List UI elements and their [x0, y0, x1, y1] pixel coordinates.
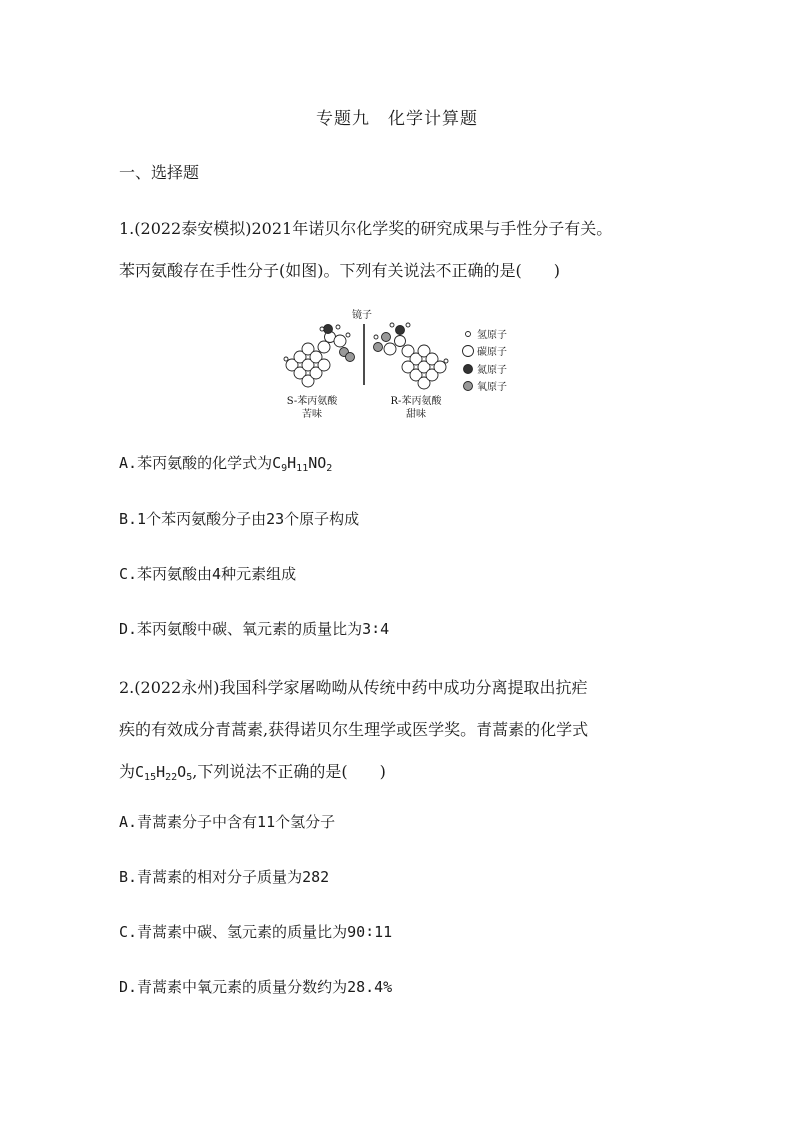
q1-option-d: D.苯丙氨酸中碳、氧元素的质量比为3∶4: [119, 620, 390, 638]
artemisinin-formula: $C_{15}H_{22}O_5$: [135, 763, 193, 783]
q1-option-c: C.苯丙氨酸由4种元素组成: [119, 565, 297, 583]
question-2-line-2: 疾的有效成分青蒿素,获得诺贝尔生理学或医学奖。青蒿素的化学式: [119, 720, 589, 739]
oxygen-atom-icon: [464, 382, 473, 391]
legend-oxygen: 氧原子: [477, 382, 507, 393]
question-2-line-1: 2.(2022永州)我国科学家屠呦呦从传统中药中成功分离提取出抗疟: [119, 678, 588, 697]
legend-nitrogen: 氮原子: [477, 365, 507, 376]
section-heading: 一、选择题: [119, 163, 200, 182]
legend-carbon: 碳原子: [477, 347, 507, 358]
q1-option-a: A.苯丙氨酸的化学式为$C_9H_{11}NO_2$: [119, 454, 333, 474]
s-molecule: [284, 325, 355, 388]
question-2-line-3: 为$C_{15}H_{22}O_5$,下列说法不正确的是( ): [119, 762, 386, 783]
q2-option-a: A.青蒿素分子中含有11个氢分子: [119, 813, 336, 831]
title-topic: 专题九: [316, 109, 370, 129]
r-molecule: [374, 323, 449, 389]
q2-option-d: D.青蒿素中氧元素的质量分数约为28.4%: [119, 978, 393, 996]
atom-legend: [463, 328, 508, 393]
nitrogen-atom-icon: [464, 365, 473, 374]
s-molecule-name: S-苯丙氨酸: [286, 396, 338, 407]
carbon-atom-icon: [463, 346, 474, 357]
page-title: [0, 104, 794, 129]
q2-option-c: C.青蒿素中碳、氢元素的质量比为90∶11: [119, 923, 393, 941]
r-molecule-name: R-苯丙氨酸: [390, 396, 442, 407]
q1-option-b: B.1个苯丙氨酸分子由23个原子构成: [119, 510, 360, 528]
mirror-label: 镜子: [352, 310, 372, 321]
hydrogen-atom-icon: [466, 332, 471, 337]
legend-hydrogen: 氢原子: [477, 330, 507, 341]
chiral-molecule-figure: [278, 307, 518, 427]
q2-option-b: B.青蒿素的相对分子质量为282: [119, 868, 330, 886]
question-1-line-2: 苯丙氨酸存在手性分子(如图)。下列有关说法不正确的是( ): [119, 261, 560, 280]
question-1-line-1: 1.(2022泰安模拟)2021年诺贝尔化学奖的研究成果与手性分子有关。: [119, 219, 613, 238]
title-subject: 化学计算题: [388, 109, 478, 129]
r-molecule-taste: 甜味: [406, 409, 426, 420]
s-molecule-taste: 苦味: [302, 409, 322, 420]
phenylalanine-formula: $C_9H_{11}NO_2$: [272, 454, 333, 474]
